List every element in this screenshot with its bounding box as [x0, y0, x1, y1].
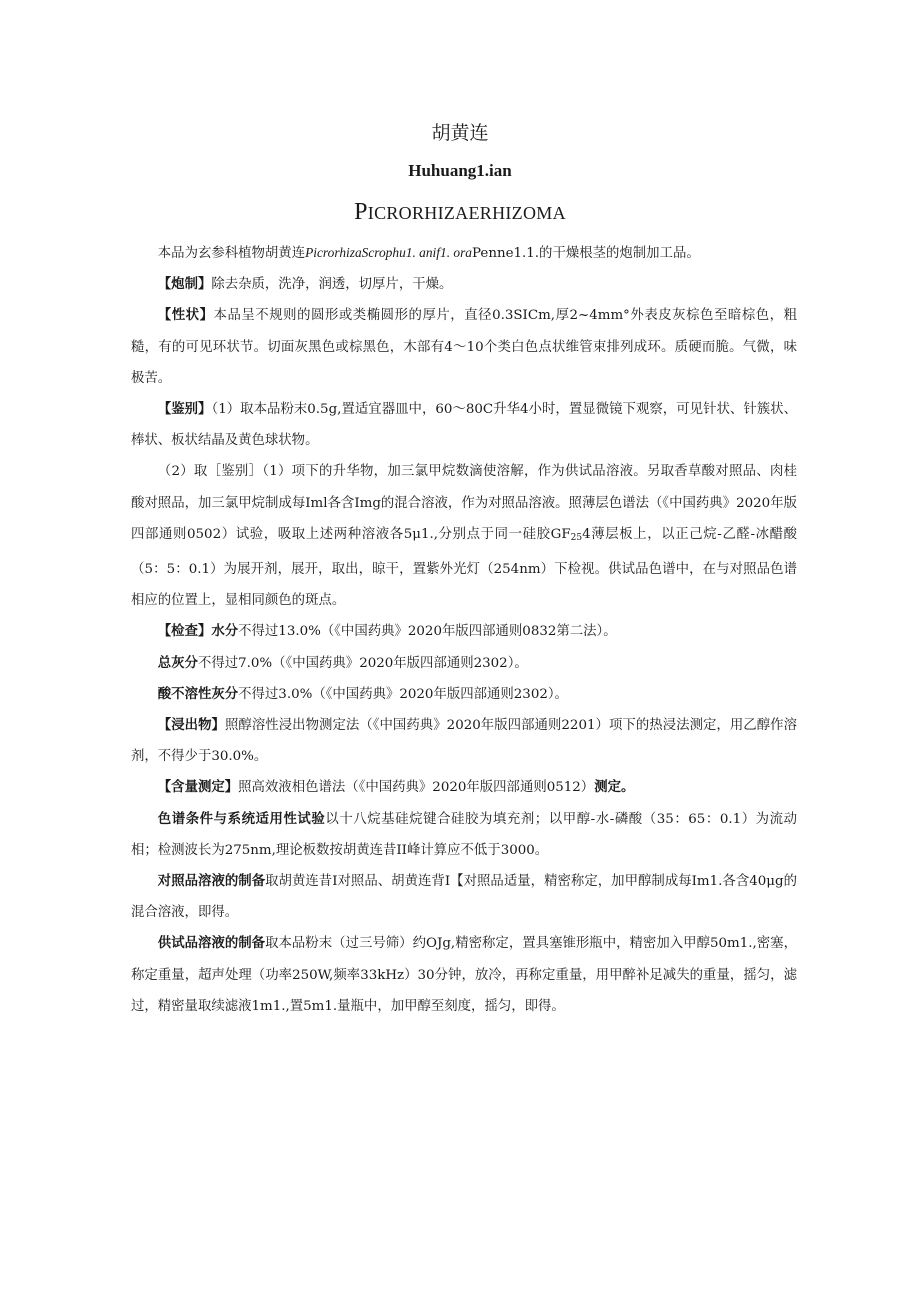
gongshi-text: 取本品粉末（过三号筛）约OJg,精密称定，置具塞锥形瓶中，精密加入甲醇50m1.,密塞，称定重量，超声处理（功率250W,频率33kHz）30分钟，放冷，再称定重量，用甲醉补足减失的重量，摇匀，滤过，精密量取续滤液1m1.,置5m1.量瓶中，加甲醇至刻度，摇匀，即得。: [131, 936, 797, 1014]
gongshi-label: 供试品溶液的制备: [157, 936, 266, 952]
sepu-label: 色谱条件与系统适用性试验: [157, 811, 326, 827]
monograph-body: [131, 237, 797, 1022]
shuifen-label: 水分: [211, 624, 239, 640]
hanliang-tail: 测定。: [594, 780, 635, 796]
jianbie-2-text-b: 4薄层板上，以正己烷-乙醛-冰醋酸（5：5：0.1）为展开剂，展开，取出，晾干，置紫外光灯（254nm）下检视。供试品色谱中，在与对照品色谱相应的位置上，显相同颜色的斑点。: [131, 526, 797, 609]
jianbie-section: [131, 394, 797, 456]
suanhuifen-text: 不得过3.0%（《中国药典》2020年版四部通则2302）。: [238, 686, 568, 702]
sepu-text: 以十八烷基硅烷键合硅胶为填充剂；以甲醇-水-磷酸（35：65：0.1）为流动相；检测波长为275nm,理论板数按胡黄连昔II峰计算应不低于3000。: [131, 811, 798, 858]
intro-paragraph: [131, 237, 797, 269]
zonghuifen-paragraph: [131, 648, 797, 679]
jianbie-text: （1）取本品粉末0.5g,置适宜器皿中，60～80C升华4小时，置显微镜下观察，可见针状、针簇状、棒状、板状结晶及黄色球状物。: [131, 402, 797, 449]
monograph-title-pinyin: Huhuang1.ian: [408, 161, 512, 180]
duizhao-text: 取胡黄连昔I对照品、胡黄连背I【对照品适量，精密称定，加甲醇制成每Im1.各含40μg的混合溶液，即得。: [131, 874, 797, 921]
hanliang-text: 照高效液相色谱法（《中国药典》2020年版四部通则0512）: [238, 780, 595, 796]
jiancha-section: [131, 616, 797, 647]
duizhao-paragraph: [131, 866, 797, 928]
monograph-title-chinese: 胡黄连: [431, 122, 489, 144]
intro-text: 本品为玄参科植物胡黄连: [157, 246, 306, 261]
jianbie-label: 【鉴别】: [157, 402, 212, 418]
sepu-paragraph: [131, 804, 797, 866]
latin-title-initial: P: [354, 199, 368, 225]
xingzhuang-section: [131, 300, 797, 394]
monograph-title-latin: [0, 199, 920, 226]
zonghuifen-text: 不得过7.0%（《中国药典》2020年版四部通则2302）。: [197, 655, 528, 671]
suanhuifen-label: 酸不溶性灰分: [157, 686, 239, 702]
jianbie-2-subscript: 25: [570, 532, 583, 543]
hanliang-label: 【含量测定】: [157, 780, 239, 796]
suanhuifen-paragraph: [131, 679, 797, 710]
jiancha-label: 【检查】: [157, 624, 212, 640]
paozhi-label: 【炮制】: [157, 277, 212, 293]
gongshi-paragraph: [131, 928, 797, 1022]
duizhao-label: 对照品溶液的制备: [157, 874, 266, 890]
jianbie-2-paragraph: [131, 456, 797, 616]
zonghuifen-label: 总灰分: [157, 655, 198, 671]
paozhi-text: 除去杂质，洗净，润透，切厚片，干燥。: [211, 277, 453, 293]
jianbie-2-text-a: （2）取［鉴别］（1）项下的升华物，加三氯甲烷数滴使溶解，作为供试品溶液。另取香草酸对照品、肉桂酸对照品，加三氯甲烷制成每Iml各含Img的混合溶液，作为对照品溶液。照薄层色谱法（《中国药典》2020年版四部通则0502）试验，吸取上述两种溶液各5μ1.,分别点于同一硅胶GF: [131, 464, 797, 542]
jinchuwu-text: 照醇溶性浸出物测定法（《中国药典》2020年版四部通则2201）项下的热浸法测定，用乙醇作溶剂，不得少于30.0%。: [131, 718, 797, 765]
xingzhuang-text: 本品呈不规则的圆形或类椭圆形的厚片，直径0.3SICm,厚2~4mm°外表皮灰棕色至暗棕色，粗糙，有的可见环状节。切面灰黑色或棕黑色，木部有4～10个类白色点状维管束排列成环。质硬而脆。气微，味极苦。: [131, 308, 797, 386]
latin-title-rest: ICRORHIZAERHIZOMA: [367, 203, 566, 223]
shuifen-text: 不得过13.0%（《中国药典》2020年版四部通则0832第二法）。: [238, 624, 617, 640]
hanliang-section: [131, 772, 797, 803]
paozhi-section: [131, 269, 797, 300]
intro-authority: Penne1.1.的干燥根茎的炮制加工品。: [472, 246, 700, 261]
species-name: PicrorhizaScrophu1. anif1. ora: [305, 245, 472, 260]
xingzhuang-label: 【性状】: [157, 308, 214, 324]
jinchuwu-section: [131, 710, 797, 772]
jinchuwu-label: 【浸出物】: [157, 718, 225, 734]
